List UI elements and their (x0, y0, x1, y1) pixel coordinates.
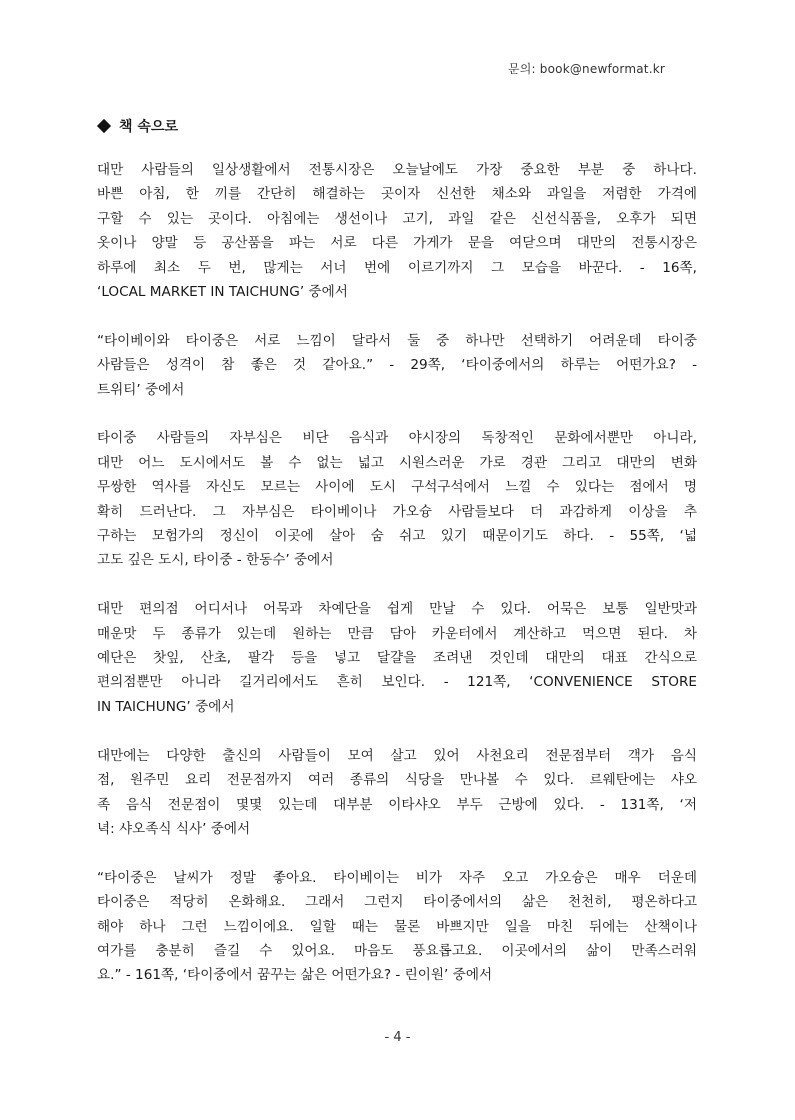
excerpt-paragraph-4 (97, 597, 697, 719)
excerpt-line: 예단은 찻잎, 산초, 팔각 등을 넣고 달걀을 조려낸 것인데 대만의 대표 간식으로 (97, 650, 697, 667)
excerpt-paragraph-1 (97, 158, 697, 304)
excerpt-line: 확히 드러난다. 그 자부심은 타이베이나 가오슝 사람들보다 더 과감하게 이상을 추 (97, 503, 697, 520)
excerpt-line: “타이중은 날씨가 정말 좋아요. 타이베이는 비가 자주 오고 가오슝은 매우 더운데 (97, 869, 697, 886)
excerpt-line: 점, 원주민 요리 전문점까지 여러 종류의 식당을 만나볼 수 있다. 르웨탄에는 샤오 (97, 772, 697, 789)
excerpt-line: IN TAICHUNG’ 중에서 (97, 698, 235, 715)
section-title: 책 속으로 (119, 119, 178, 135)
excerpt-paragraph-2 (97, 329, 697, 402)
excerpt-line: 대만 사람들의 일상생활에서 전통시장은 오늘날에도 가장 중요한 부분 중 하나다. (97, 162, 697, 178)
excerpt-line: 녁: 샤오족식 식사’ 중에서 (97, 820, 251, 837)
excerpt-line: “타이베이와 타이중은 서로 느낌이 달라서 둘 중 하나만 선택하기 어려운데 타이중 (97, 332, 697, 349)
excerpt-line: 타이중은 적당히 온화해요. 그래서 그런지 타이중에서의 삶은 천천히, 평온하다고 (97, 894, 697, 911)
excerpt-line: 여가를 충분히 즐길 수 있어요. 마음도 풍요롭고요. 이곳에서의 삶이 만족스러워 (97, 942, 697, 959)
excerpt-line: ‘LOCAL MARKET IN TAICHUNG’ 중에서 (97, 284, 348, 301)
contact-email: 문의: book@newformat.kr (507, 62, 665, 76)
excerpt-line: 바쁜 아침, 한 끼를 간단히 해결하는 곳이자 신선한 채소와 과일을 저렴한 가격에 (97, 186, 697, 203)
excerpt-line: 대만 어느 도시에서도 볼 수 없는 넓고 시원스러운 가로 경관 그리고 대만의 변화 (97, 454, 697, 471)
excerpt-line: 요.” - 161쪽, ‘타이중에서 꿈꾸는 삶은 어떤가요? - 린이원’ 중에서 (97, 967, 493, 984)
diamond-icon (97, 119, 111, 133)
excerpt-line: 대만 편의점 어디서나 어묵과 차예단을 쉽게 만날 수 있다. 어묵은 보통 일반맛과 (97, 601, 697, 618)
excerpt-line: 옷이나 양말 등 공산품을 파는 서로 다른 가게가 문을 여닫으며 대만의 전통시장은 (97, 235, 697, 252)
excerpt-paragraph-5 (97, 744, 697, 842)
excerpt-line: 족 음식 전문점이 몇몇 있는데 대부분 이타샤오 부두 근방에 있다. - 131쪽, ‘저 (97, 796, 697, 813)
excerpt-line: 무쌍한 역사를 자신도 모르는 사이에 도시 구석구석에서 느낄 수 있다는 점에서 명 (97, 479, 697, 496)
excerpt-line: 고도 깊은 도시, 타이중 - 한동수’ 중에서 (97, 552, 334, 569)
excerpt-line: 사람들은 성격이 참 좋은 것 같아요.” - 29쪽, ‘타이중에서의 하루는 어떤가요? - (97, 357, 697, 374)
page-number: - 4 - (384, 1030, 411, 1045)
excerpt-line: 편의점뿐만 아니라 길거리에서도 흔히 보인다. - 121쪽, ‘CONVENIENCE STORE (97, 674, 697, 691)
excerpt-line: 구하는 모험가의 정신이 이곳에 살아 숨 쉬고 있기 때문이기도 하다. - 55쪽, ‘넓 (97, 528, 697, 545)
excerpt-paragraph-3 (97, 426, 697, 572)
excerpt-line: 트위티’ 중에서 (97, 381, 185, 398)
excerpt-line: 해야 하나 그런 느낌이에요. 일할 때는 물론 바쁘지만 일을 마친 뒤에는 산책이나 (97, 918, 697, 935)
excerpt-line: 하루에 최소 두 번, 많게는 서너 번에 이르기까지 그 모습을 바꾼다. - 16쪽, (97, 259, 697, 276)
excerpt-line: 대만에는 다양한 출신의 사람들이 모여 살고 있어 사천요리 전문점부터 객가 음식 (97, 747, 697, 764)
excerpt-line: 매운맛 두 종류가 있는데 원하는 만큼 담아 카운터에서 계산하고 먹으면 된다. 차 (97, 625, 697, 642)
excerpts-body (97, 158, 697, 1012)
excerpt-line: 구할 수 있는 곳이다. 아침에는 생선이나 고기, 과일 같은 신선식품을, 오후가 되면 (97, 210, 697, 227)
excerpt-paragraph-6 (97, 866, 697, 988)
section-heading (97, 116, 178, 136)
excerpt-line: 타이중 사람들의 자부심은 비단 음식과 야시장의 독창적인 문화에서뿐만 아니라, (97, 430, 697, 447)
